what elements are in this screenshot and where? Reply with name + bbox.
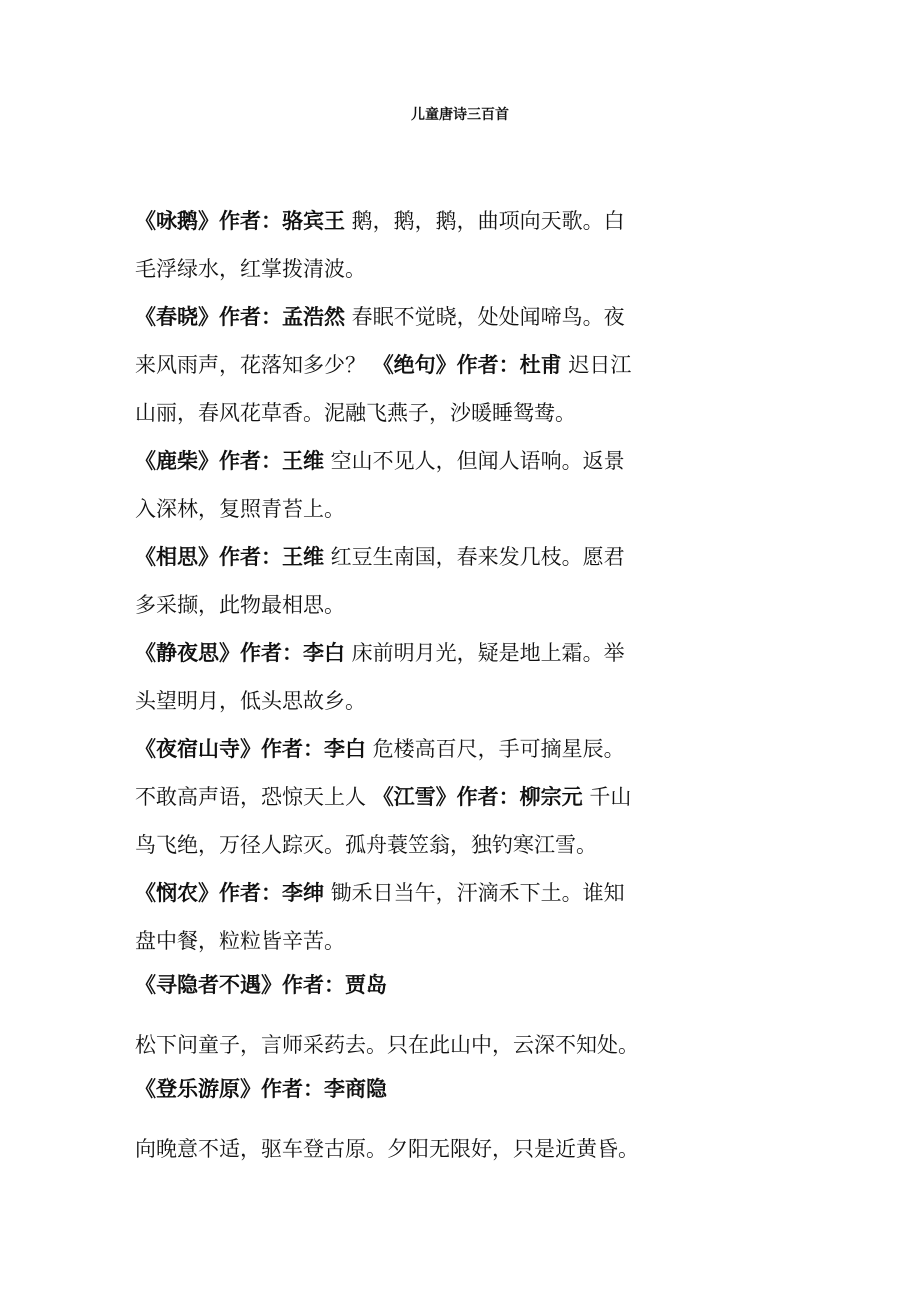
text-line	[135, 197, 655, 245]
text-line	[135, 437, 655, 485]
poem-heading: 《鹿柴》作者：王维	[135, 449, 324, 473]
poem-text: 毛浮绿水，红掌拨清波。	[135, 257, 366, 281]
poem-text: 春眠不觉晓，处处闻啼鸟。夜	[345, 305, 625, 329]
poem-heading: 《登乐游原》作者：李商隐	[135, 1077, 387, 1101]
poem-text: 多采撷，此物最相思。	[135, 593, 345, 617]
poem-text: 红豆生南国，春来发几枝。愿君	[324, 545, 625, 569]
poem-heading: 《绝句》作者：杜甫	[372, 353, 562, 377]
poem-text: 鹅，鹅，鹅，曲项向天歌。白	[345, 209, 625, 233]
poem-text: 迟日江	[561, 353, 632, 377]
poem-heading: 《江雪》作者：柳宗元	[372, 785, 583, 809]
text-line	[135, 245, 655, 293]
text-line	[135, 629, 655, 677]
text-line	[135, 821, 655, 869]
poem-text: 千山	[582, 785, 632, 809]
poem-text: 头望明月，低头思故乡。	[135, 689, 366, 713]
poem-text: 向晚意不适，驱车登古原。夕阳无限好，只是近黄昏。	[135, 1137, 639, 1161]
text-line	[135, 869, 655, 917]
poem-heading: 《相思》作者：王维	[135, 545, 324, 569]
poem-heading: 《悯农》作者：李绅	[135, 881, 324, 905]
text-line	[135, 389, 655, 437]
text-line	[135, 1021, 655, 1069]
text-line	[135, 293, 655, 341]
poem-text: 入深林，复照青苔上。	[135, 497, 345, 521]
text-line	[135, 965, 655, 1005]
poem-heading: 《寻隐者不遇》作者：贾岛	[135, 973, 387, 997]
poem-text: 松下问童子，言师采药去。只在此山中，云深不知处。	[135, 1033, 639, 1057]
poem-text: 锄禾日当午，汗滴禾下土。谁知	[324, 881, 625, 905]
text-line	[135, 341, 655, 389]
poem-text: 山丽，春风花草香。泥融飞燕子，沙暖睡鸳鸯。	[135, 401, 576, 425]
text-line	[135, 533, 655, 581]
poem-heading: 《静夜思》作者：李白	[135, 641, 345, 665]
poem-text: 不敢高声语，恐惊天上人	[135, 785, 373, 809]
text-line	[135, 485, 655, 533]
text-line	[135, 917, 655, 965]
poem-text: 床前明月光，疑是地上霜。举	[345, 641, 625, 665]
text-line	[135, 581, 655, 629]
poem-heading: 《夜宿山寺》作者：李白	[135, 737, 366, 761]
poem-heading: 《春晓》作者：孟浩然	[135, 305, 345, 329]
text-line	[135, 773, 655, 821]
poem-text: 盘中餐，粒粒皆辛苦。	[135, 929, 345, 953]
text-line	[135, 677, 655, 725]
poem-heading: 《咏鹅》作者：骆宾王	[135, 209, 345, 233]
document-body	[135, 197, 655, 1173]
poem-text: 危楼高百尺，手可摘星辰。	[366, 737, 625, 761]
poem-text: 空山不见人，但闻人语响。返景	[324, 449, 625, 473]
poem-text: 来风雨声，花落知多少？	[135, 353, 373, 377]
text-line	[135, 1069, 655, 1109]
text-line	[135, 725, 655, 773]
text-line	[135, 1125, 655, 1173]
page-title: 儿童唐诗三百首	[411, 107, 509, 123]
poem-text: 鸟飞绝，万径人踪灭。孤舟蓑笠翁，独钓寒江雪。	[135, 833, 597, 857]
